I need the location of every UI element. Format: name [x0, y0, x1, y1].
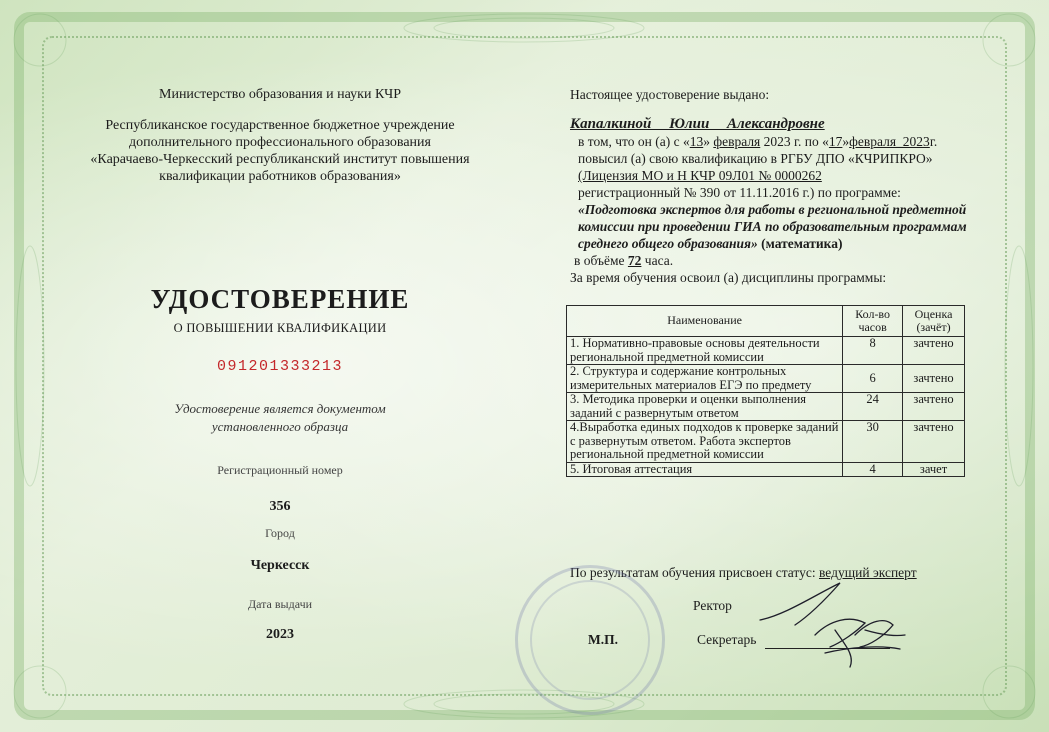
issued-to-heading: Настоящее удостоверение выдано: — [570, 87, 770, 102]
discipline-grade: зачтено — [903, 365, 965, 393]
assigned-status: По результатам обучения присвоен статус: ведущий эксперт — [570, 565, 917, 580]
note-line: Удостоверение является документом — [174, 401, 386, 416]
signature — [755, 575, 915, 670]
document-title: УДОСТОВЕРЕНИЕ — [150, 284, 410, 314]
discipline-grade: зачтено — [903, 421, 965, 463]
col-header-grade: Оценка (зачёт) — [903, 306, 965, 337]
discipline-name: 3. Методика проверки и оценки выполнения заданий с развернутым ответом — [567, 393, 843, 421]
program-subject: (математика) — [757, 236, 843, 251]
note-line: установленного образца — [211, 419, 349, 434]
city-label: Город — [265, 526, 295, 540]
col-header-hours: Кол-во часов — [843, 306, 903, 337]
reg-number: 356 — [269, 499, 291, 514]
disciplines-table — [566, 305, 965, 477]
program-hours: в объёме 72 часа. — [574, 253, 674, 268]
discipline-name: 2. Структура и содержание контрольных измерительных материалов ЕГЭ по предмету — [567, 365, 843, 393]
discipline-name: 4.Выработка единых подходов к проверке заданий с развернутым ответом. Работа экспертов региональной предметной комиссии — [567, 421, 843, 463]
license-info: (Лицензия МО и Н КЧР 09Л01 № 0000262 — [578, 168, 822, 183]
discipline-hours: 24 — [843, 393, 903, 421]
institution-line: Республиканское государственное бюджетное учреждение — [105, 118, 455, 133]
institution-line: квалификации работников образования» — [159, 169, 401, 184]
table-row — [567, 462, 965, 477]
serial-number: 091201333213 — [216, 358, 344, 375]
issue-year: 2023 — [266, 627, 294, 642]
start-day: 13 — [689, 134, 704, 149]
table-row — [567, 365, 965, 393]
hours-value: 72 — [627, 253, 642, 268]
training-period: в том, что он (а) с «13» февраля 2023 г. по «17»февраля_2023г. — [578, 134, 938, 149]
recipient-name: Капалкиной Юлии Александровне — [570, 116, 825, 132]
discipline-hours: 30 — [843, 421, 903, 463]
program-line: комиссии при проведении ГИА по образовательным программам — [578, 219, 967, 234]
program-line: «Подготовка экспертов для работы в региональной предметной — [578, 202, 967, 217]
ministry-name: Министерство образования и науки КЧР — [159, 87, 401, 102]
discipline-name: 1. Нормативно-правовые основы деятельности региональной предметной комиссии — [567, 337, 843, 365]
institution-line: «Карачаево-Черкесский республиканский институт повышения — [90, 152, 470, 167]
registration-info: регистрационный № 390 от 11.11.2016 г.) по программе: — [578, 185, 901, 200]
secretary-label: Секретарь — [697, 632, 757, 647]
institution-name — [60, 117, 500, 185]
start-month: февраля — [713, 134, 761, 149]
discipline-hours: 4 — [843, 462, 903, 477]
col-header-name: Наименование — [567, 306, 843, 337]
table-row — [567, 421, 965, 463]
discipline-grade: зачтено — [903, 393, 965, 421]
discipline-grade: зачтено — [903, 337, 965, 365]
issue-date-label: Дата выдачи — [247, 597, 313, 611]
reg-number-label: Регистрационный номер — [217, 463, 343, 477]
institution-line: дополнительного профессионального образования — [129, 135, 431, 150]
city: Черкесск — [250, 558, 310, 573]
validity-note — [60, 400, 500, 436]
status-value: ведущий эксперт — [819, 565, 917, 580]
table-header-row — [567, 306, 965, 337]
rector-label: Ректор — [693, 598, 732, 613]
program-title — [570, 201, 980, 252]
end-day: 17 — [828, 134, 843, 149]
document-subtitle: О ПОВЫШЕНИИ КВАЛИФИКАЦИИ — [173, 321, 387, 335]
discipline-grade: зачет — [903, 462, 965, 477]
disciplines-intro: За время обучения освоил (а) дисциплины программы: — [570, 270, 887, 285]
qualification-statement: повысил (а) свою квалификацию в РГБУ ДПО «КЧРИПКРО» — [578, 151, 933, 166]
table-row — [567, 393, 965, 421]
program-line: среднего общего образования» — [578, 236, 758, 251]
issuer-block — [60, 80, 500, 185]
discipline-hours: 6 — [843, 365, 903, 393]
table-row — [567, 337, 965, 365]
discipline-hours: 8 — [843, 337, 903, 365]
recipient-block — [570, 86, 980, 286]
seal-place-label: М.П. — [588, 632, 618, 647]
end-month: февраля_2023 — [849, 134, 930, 149]
discipline-name: 5. Итоговая аттестация — [567, 462, 843, 477]
